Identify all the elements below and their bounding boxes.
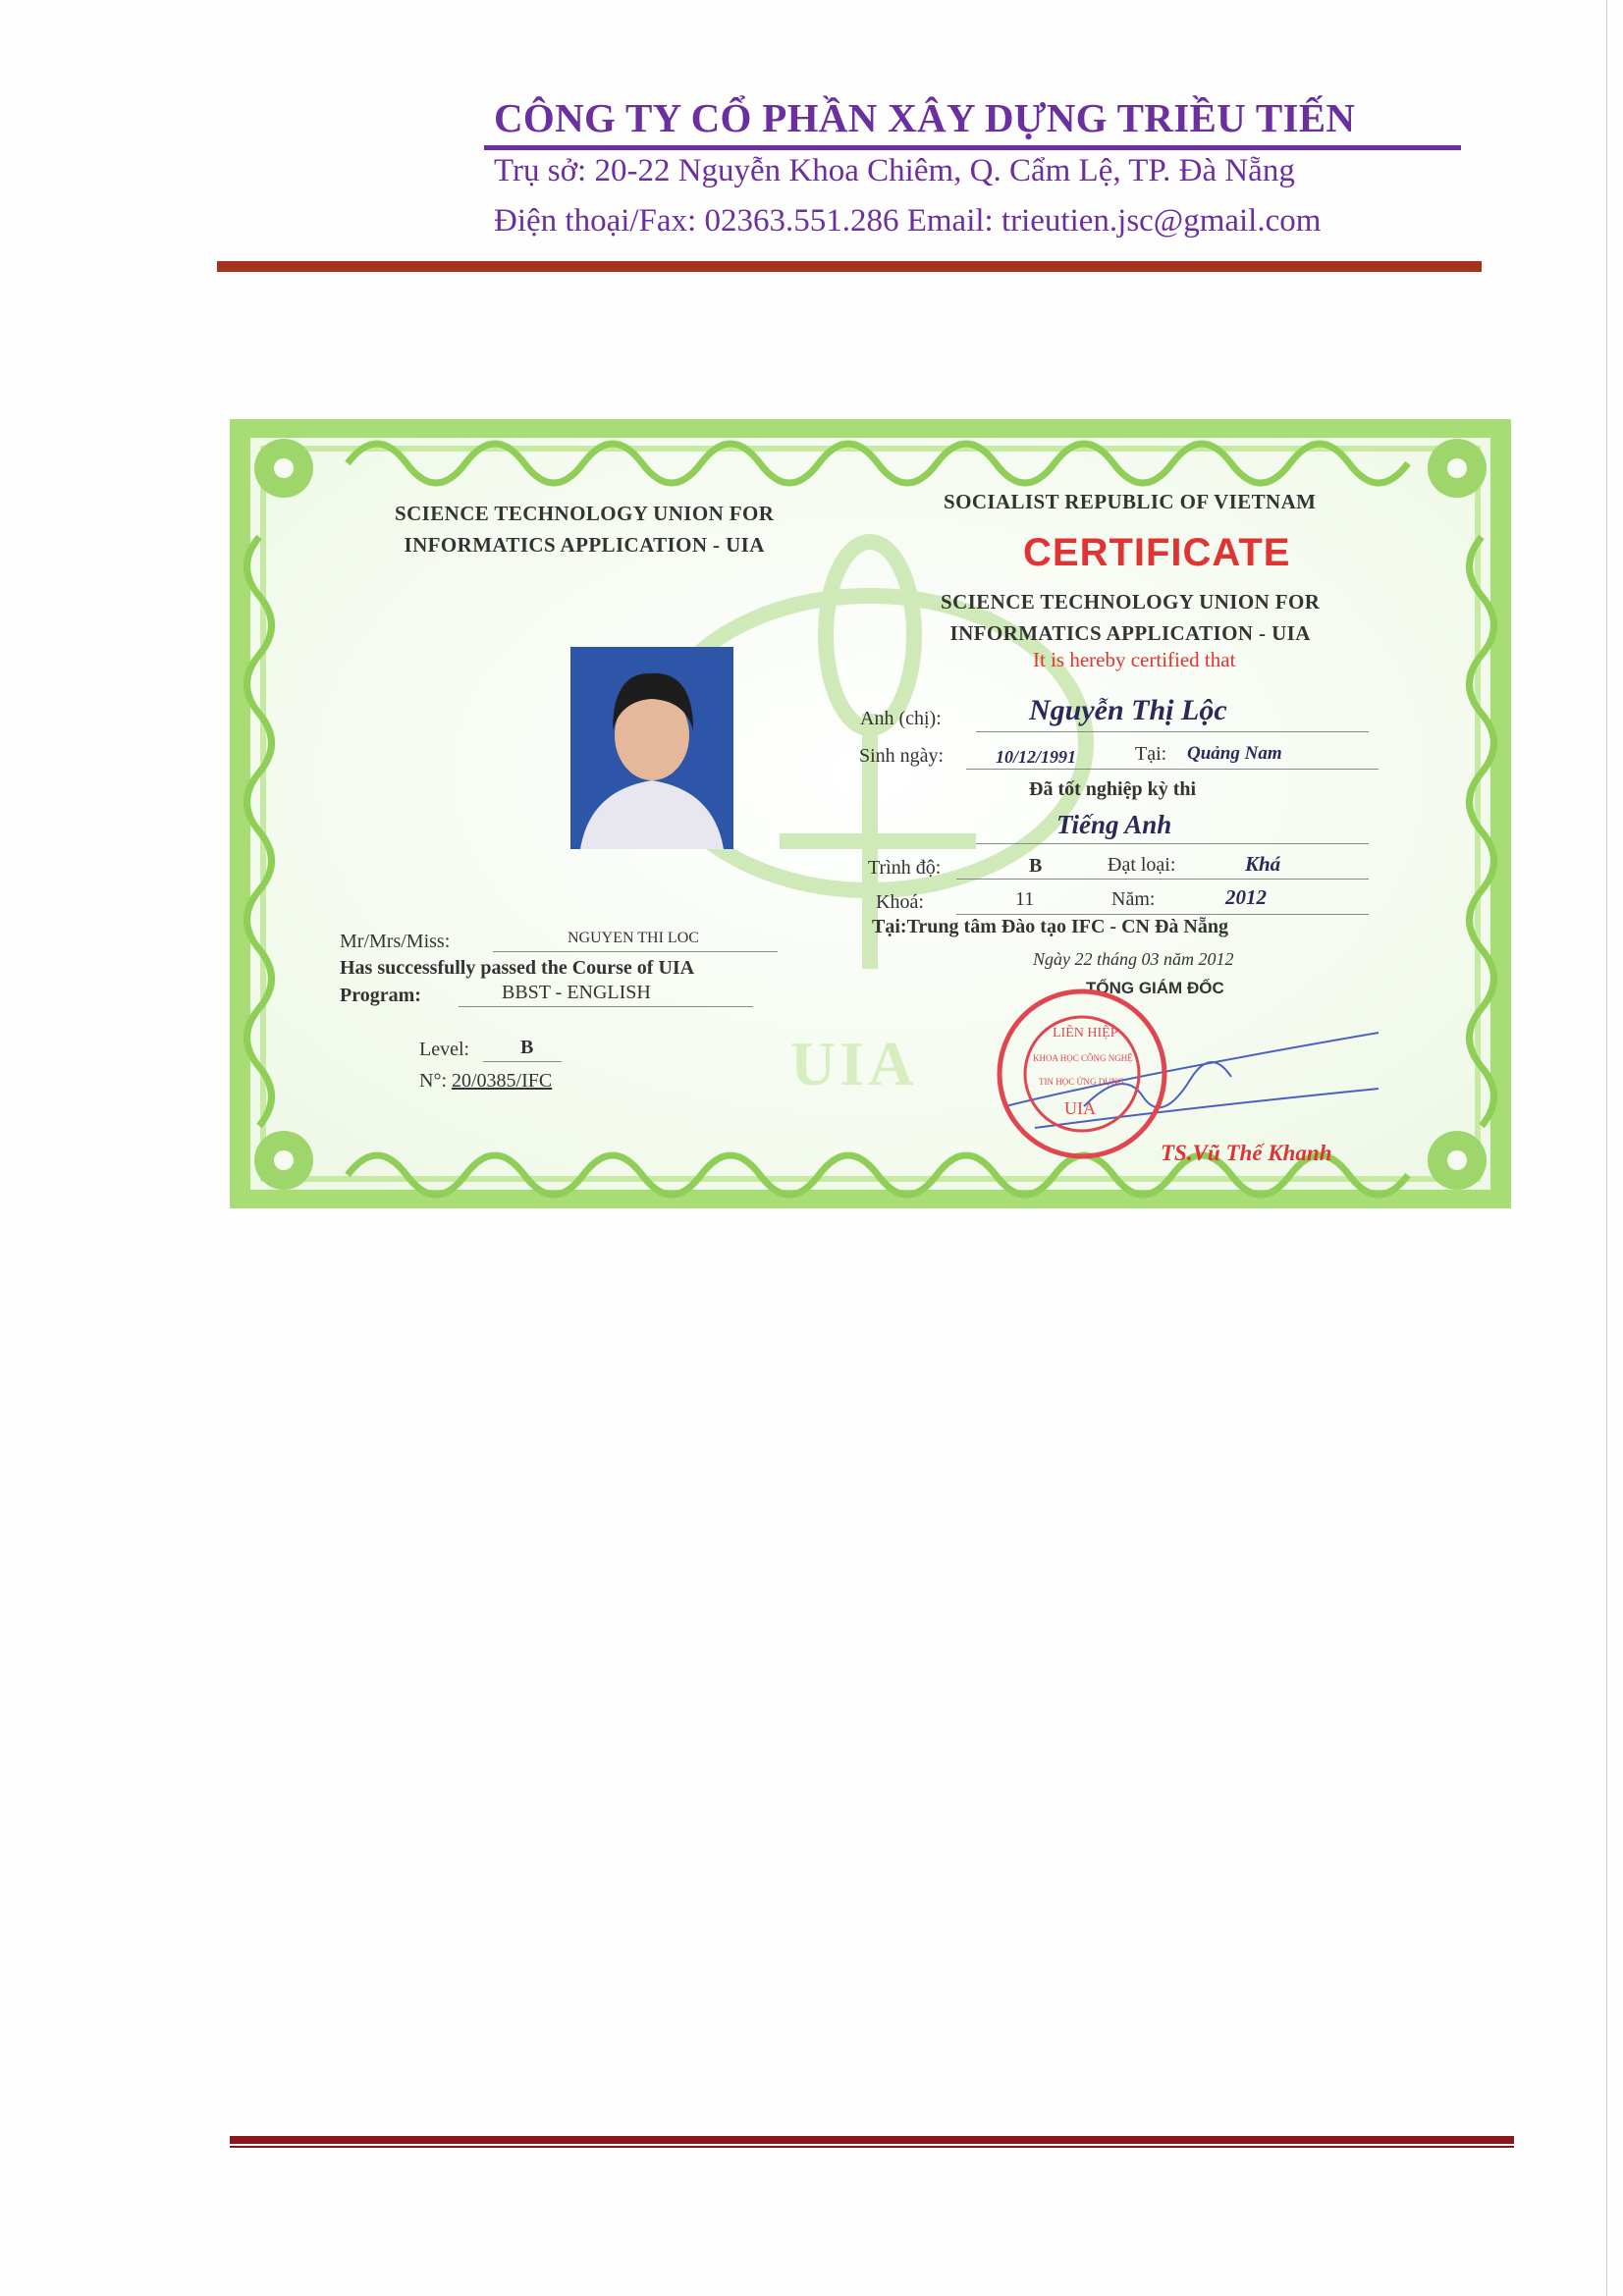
vn-dob-value: 10/12/1991 [996, 747, 1077, 767]
vn-course-value: 11 [1015, 888, 1035, 910]
en-name-label: Mr/Mrs/Miss: [340, 931, 451, 952]
watermark-uia: UIA [790, 1029, 918, 1098]
vn-course-label: Khoá: [876, 891, 924, 913]
stamp-top: LIÊN HIỆP [1053, 1026, 1118, 1041]
vn-grade-value: Khá [1245, 852, 1281, 876]
vn-place-value: Quảng Nam [1187, 743, 1282, 764]
company-contact: Điện thoại/Fax: 02363.551.286 Email: trieutien.jsc@gmail.com [494, 203, 1322, 239]
vn-name-label: Anh (chị): [860, 708, 942, 729]
stamp-small: TIN HỌC ỨNG DỤNG [1039, 1077, 1124, 1087]
right-org-line: SCIENCE TECHNOLOGY UNION FOR INFORMATICS APPLICATION - UIA [941, 590, 1321, 645]
vn-at-label: Tại: [872, 916, 907, 937]
vn-level-underline [956, 879, 1369, 880]
director-title: TỔNG GIÁM ĐỐC [1086, 979, 1224, 997]
signer-name: TS.Vũ Thế Khanh [1161, 1141, 1332, 1165]
footer-divider [230, 2136, 1514, 2144]
en-level-underline [483, 1061, 562, 1062]
vn-level-label: Trình độ: [868, 857, 942, 879]
vn-passed-line: Đã tốt nghiệp kỳ thi [1029, 778, 1197, 800]
vn-date-line: Ngày 22 tháng 03 năm 2012 [1033, 949, 1234, 969]
en-program-underline [459, 1006, 753, 1007]
en-program-label: Program: [340, 985, 421, 1006]
company-address: Trụ sở: 20-22 Nguyễn Khoa Chiêm, Q. Cẩm Lệ, TP. Đà Nẵng [494, 153, 1295, 188]
company-underline [484, 145, 1461, 150]
stamp-middle: KHOA HỌC CÔNG NGHỆ [1033, 1053, 1133, 1063]
en-name-underline [493, 951, 778, 952]
en-level-label: Level: [419, 1039, 470, 1060]
certified-line: It is hereby certified that [1033, 648, 1236, 671]
vn-name-underline [976, 731, 1369, 732]
holder-photo [570, 647, 733, 849]
footer-divider-thin [230, 2146, 1514, 2148]
official-stamp [994, 988, 1170, 1160]
vn-at-line [872, 916, 1228, 938]
vn-name-value: Nguyễn Thị Lộc [1029, 694, 1227, 726]
vn-dob-label: Sinh ngày: [859, 745, 945, 767]
en-name-value: NGUYEN THI LOC [568, 930, 699, 946]
company-name: CÔNG TY CỔ PHẦN XÂY DỰNG TRIỀU TIẾN [494, 95, 1356, 140]
page-edge [1606, 0, 1607, 2296]
vn-dob-underline [966, 769, 1379, 770]
left-org-line: SCIENCE TECHNOLOGY UNION FOR INFORMATICS APPLICATION - UIA [395, 502, 775, 557]
en-number-label: N°: [419, 1070, 447, 1092]
vn-level-value: B [1029, 855, 1043, 877]
vn-at-value: Trung tâm Đào tạo IFC - CN Đà Nẵng [906, 916, 1228, 937]
vn-course-underline [956, 914, 1369, 915]
vn-year-label: Năm: [1111, 888, 1156, 910]
vn-place-label: Tại: [1135, 743, 1167, 765]
en-program-value: BBST - ENGLISH [502, 982, 651, 1003]
en-number-line [419, 1070, 552, 1093]
en-passed-line: Has successfully passed the Course of UIA [340, 957, 695, 979]
certificate-image [230, 419, 1511, 1208]
vn-year-value: 2012 [1225, 885, 1267, 909]
en-level-value: B [520, 1037, 534, 1058]
en-number-value: 20/0385/IFC [452, 1070, 553, 1092]
stamp-bottom: UIA [1064, 1098, 1096, 1118]
header-divider [217, 261, 1482, 272]
country-name: SOCIALIST REPUBLIC OF VIETNAM [944, 490, 1317, 513]
vn-subject: Tiếng Anh [1056, 810, 1172, 839]
vn-subject-underline [976, 843, 1369, 844]
certificate-title: CERTIFICATE [1023, 531, 1291, 574]
vn-grade-label: Đạt loại: [1108, 854, 1176, 876]
